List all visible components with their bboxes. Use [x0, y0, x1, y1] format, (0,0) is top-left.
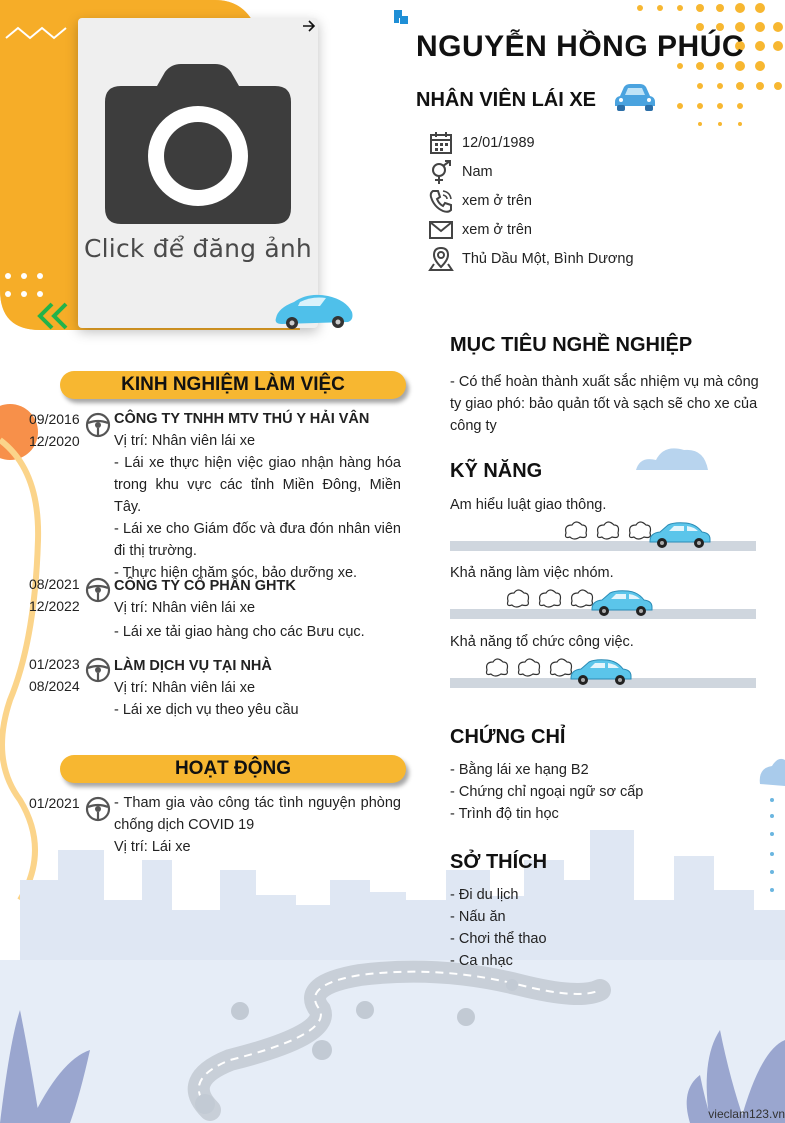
detail-line: - Lái xe tải giao hàng cho các Bưu cục. — [114, 624, 365, 640]
sports-car-icon — [272, 288, 356, 332]
experience-item — [29, 573, 401, 643]
certificates-section — [450, 726, 760, 825]
email-value: xem ở trên — [462, 221, 532, 238]
experience-title: KINH NGHIỆM LÀM VIỆC — [60, 371, 406, 399]
candidate-name: NGUYỄN HỒNG PHÚC — [416, 30, 745, 63]
skill-label: Khả năng làm việc nhóm. — [450, 565, 614, 581]
hobby-item: - Chơi thể thao — [450, 931, 547, 947]
car-icon — [614, 82, 656, 112]
experience-item — [29, 653, 401, 723]
skill-level-car-icon — [562, 519, 712, 549]
calendar-icon — [428, 130, 454, 156]
phone-value: xem ở trên — [462, 192, 532, 209]
activity-text: - Tham gia vào công tác tình nguyện phòng chống dịch COVID 19 — [114, 795, 401, 833]
skills-title: KỸ NĂNG — [450, 460, 543, 482]
gender-icon — [428, 159, 454, 185]
arrow-right-icon — [302, 20, 316, 32]
steering-wheel-icon — [85, 412, 111, 438]
skill-level-car-icon — [483, 656, 633, 686]
end-date: 12/2022 — [29, 598, 80, 614]
location-icon — [428, 246, 454, 272]
skills-title-wrap — [450, 460, 542, 491]
detail-line: - Lái xe thực hiện việc giao nhận hàng hóa trong khu vực các tỉnh Miền Đông, Miền Tây. — [114, 455, 401, 515]
company-name: LÀM DỊCH VỤ TẠI NHÀ — [114, 658, 272, 674]
info-row-birthdate — [428, 128, 634, 157]
hobby-item: - Ca nhạc — [450, 953, 513, 969]
detail-line: - Lái xe dịch vụ theo yêu cầu — [114, 702, 299, 718]
position: Vị trí: Nhân viên lái xe — [114, 680, 256, 696]
company-name: CÔNG TY TNHH MTV THÚ Y HẢI VÂN — [114, 411, 370, 427]
steering-wheel-icon — [85, 796, 111, 822]
personal-info — [428, 128, 634, 273]
objective-section — [450, 334, 760, 437]
skill-label: Am hiểu luật giao thông. — [450, 497, 607, 513]
hobby-item: - Đi du lịch — [450, 887, 519, 903]
start-date: 01/2023 — [29, 656, 80, 672]
certificates-title: CHỨNG CHỈ — [450, 726, 566, 748]
certificate-item: - Chứng chỉ ngoại ngữ sơ cấp — [450, 784, 644, 800]
photo-upload-text: Click để đăng ảnh — [84, 234, 312, 263]
steering-wheel-icon — [85, 577, 111, 603]
address-value: Thủ Dầu Một, Bình Dương — [462, 250, 634, 267]
skill-item — [450, 497, 756, 557]
position: Vị trí: Nhân viên lái xe — [114, 433, 256, 449]
profile-photo-placeholder[interactable] — [78, 18, 318, 328]
hobbies-section — [450, 851, 760, 972]
gender-value: Nam — [462, 163, 493, 180]
watermark: vieclam123.vn — [708, 1107, 785, 1121]
position: Vị trí: Lái xe — [114, 839, 191, 855]
hobbies-title: SỞ THÍCH — [450, 851, 548, 873]
position: Vị trí: Nhân viên lái xe — [114, 600, 256, 616]
start-date: 08/2021 — [29, 576, 80, 592]
detail-line: - Thực hiện chăm sóc, bảo dưỡng xe. — [114, 565, 358, 581]
job-title: NHÂN VIÊN LÁI XE — [416, 89, 597, 111]
experience-item — [29, 408, 401, 581]
end-date: 12/2020 — [29, 433, 80, 449]
start-date: 09/2016 — [29, 411, 80, 427]
objective-text: - Có thể hoàn thành xuất sắc nhiệm vụ mà công ty giao phó: bảo quản tốt và sạch sẽ cho xe của công ty — [450, 374, 759, 434]
info-row-email — [428, 215, 634, 244]
steering-wheel-icon — [85, 657, 111, 683]
skill-level-car-icon — [504, 587, 654, 617]
phone-icon — [428, 188, 454, 214]
skill-item — [450, 565, 756, 625]
hobby-item: - Nấu ăn — [450, 909, 506, 925]
birthdate-value: 12/01/1989 — [462, 134, 535, 151]
info-row-gender — [428, 157, 634, 186]
activities-title: HOẠT ĐỘNG — [60, 755, 406, 783]
detail-line: - Lái xe cho Giám đốc và đưa đón nhân viên đi thị trường. — [114, 521, 401, 559]
objective-title: MỤC TIÊU NGHỀ NGHIỆP — [450, 334, 693, 356]
skill-item — [450, 634, 756, 694]
company-name: CÔNG TY CỔ PHẦN GHTK — [114, 578, 296, 594]
email-icon — [428, 217, 454, 243]
certificate-item: - Bằng lái xe hạng B2 — [450, 762, 589, 778]
skill-label: Khả năng tổ chức công việc. — [450, 634, 634, 650]
activity-date: 01/2021 — [29, 795, 80, 811]
info-row-phone — [428, 186, 634, 215]
certificate-item: - Trình độ tin học — [450, 806, 559, 822]
end-date: 08/2024 — [29, 678, 80, 694]
camera-icon — [105, 64, 291, 224]
activity-item — [29, 792, 401, 862]
info-row-address — [428, 244, 634, 273]
